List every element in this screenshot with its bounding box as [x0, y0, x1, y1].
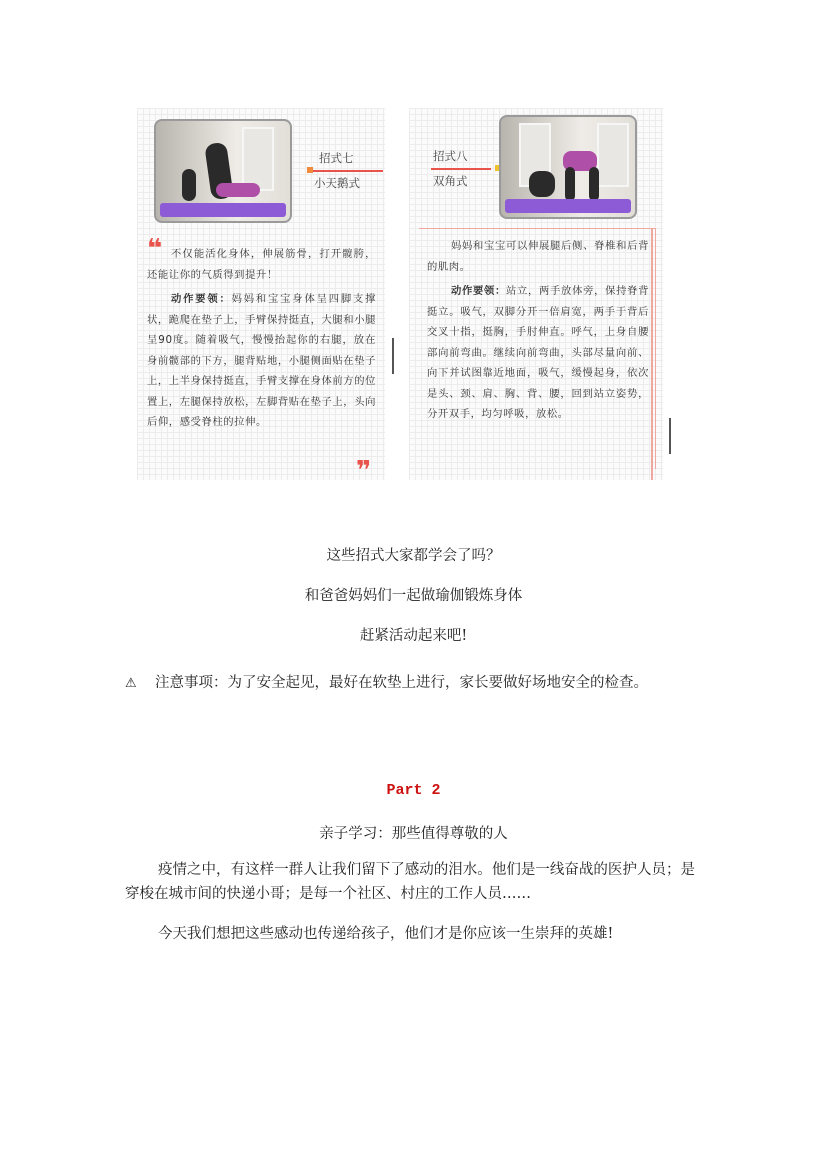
close-quote-icon: ❞ [356, 456, 372, 486]
paragraph-2: 今天我们想把这些感动也传递给孩子，他们才是你应该一生崇拜的英雄! [158, 926, 614, 942]
closing-line-1: 这些招式大家都学会了吗？ [326, 548, 501, 564]
tag-dot [307, 167, 313, 173]
detail-label: 动作要领： [171, 293, 232, 305]
paragraph-1: 疫情之中，有这样一群人让我们留下了感动的泪水。他们是一线奋战的医护人员；是穿梭在城市间的快递小哥；是每一个社区、村庄的工作人员…… [125, 862, 695, 902]
card-frame [651, 228, 653, 480]
pose-detail: 站立，两手放体旁，保持脊背挺立。吸气，双脚分开一倍肩宽，两手于背后交叉十指，挺胸，手肘伸直。呼气，上身自腰部向前弯曲。继续向前弯曲，头部尽量向前、向下并试图靠近地面，吸气，缓慢起身，依次是头、颈、肩、胸、背、腰，回到站立姿势，分开双手，均匀呼吸，放松。 [427, 285, 649, 420]
detail-label: 动作要领： [451, 285, 507, 297]
wide-leg-bend-photo [499, 115, 637, 219]
pose-name: 双角式 [433, 174, 468, 188]
scroll-indicator [669, 418, 671, 454]
closing-line-3: 赶紧活动起来吧! [359, 628, 468, 644]
section-heading: Part 2 [386, 782, 441, 799]
pose-description [427, 236, 649, 425]
pose-detail: 妈妈和宝宝身体呈四脚支撑状，跪爬在垫子上，手臂保持挺直，大腿和小腿呈90度。随着吸气，慢慢抬起你的右腿，放在身前髋部的下方，腿背贴地，小腿侧面贴在垫子上，上半身保持挺直，手臂支撑在身体前方的位置上，左腿保持放松，左脚背贴在垫子上，头向后仰，感受脊柱的拉伸。 [147, 293, 376, 428]
swan-pose-photo [154, 119, 292, 223]
safety-notice [125, 668, 695, 699]
notice-text: 注意事项：为了安全起见，最好在软垫上进行，家长要做好场地安全的检查。 [155, 675, 648, 691]
section-subtitle: 亲子学习：那些值得尊敬的人 [319, 826, 508, 842]
warning-icon: ⚠ [125, 676, 137, 691]
pose-tag [433, 148, 503, 198]
pose-intro: 妈妈和宝宝可以伸展腿后侧、脊椎和后背的肌肉。 [427, 240, 649, 273]
closing-line-2: 和爸爸妈妈们一起做瑜伽锻炼身体 [304, 588, 523, 604]
pose-description [147, 244, 376, 433]
scroll-indicator [392, 338, 394, 374]
open-quote-icon: ❝ [147, 234, 163, 264]
pose-tag [314, 150, 389, 200]
pose-card-seven [137, 108, 385, 486]
pose-number: 招式八 [433, 149, 468, 163]
pose-number: 招式七 [319, 151, 354, 165]
yoga-poses-infographic [137, 108, 663, 486]
pose-intro: 不仅能活化身体，伸展筋骨，打开髋胯，还能让你的气质得到提升！ [147, 248, 376, 281]
pose-name: 小天鹅式 [314, 176, 360, 190]
pose-card-eight [409, 108, 663, 480]
